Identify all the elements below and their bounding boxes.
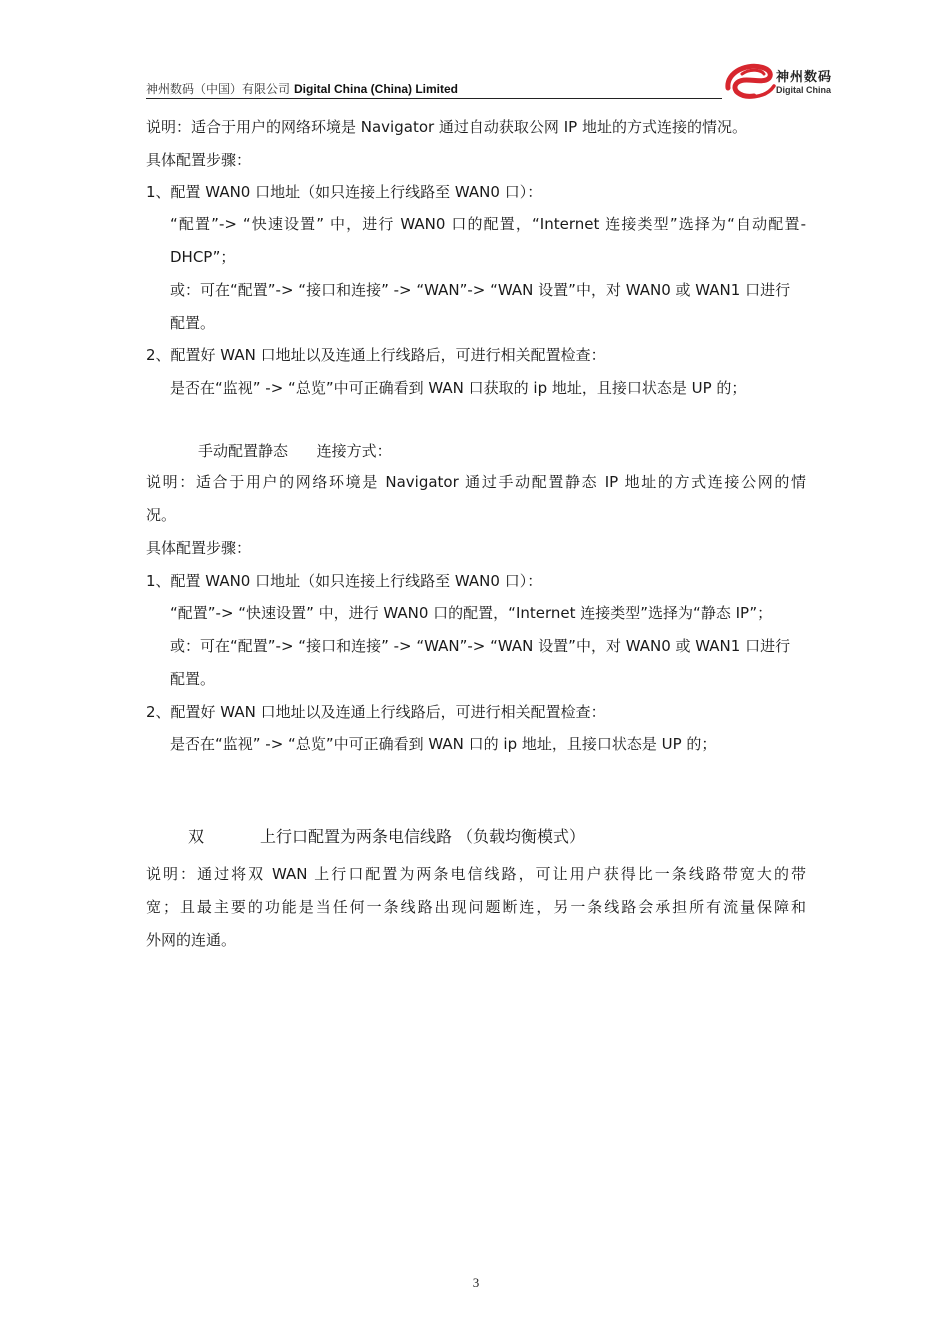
logo-swirl-icon (722, 58, 778, 104)
company-logo (722, 58, 842, 104)
section2-description-line2: 况。 (146, 506, 177, 524)
header-company (146, 80, 458, 97)
logo-text-en: Digital China (776, 85, 832, 95)
page-number: 3 (472, 1275, 480, 1290)
section3-heading: 双 上行口配置为两条电信线路 （负载均衡模式） (188, 827, 586, 846)
section2-step1-line2: 或：可在“配置”-> “接口和连接” -> “WAN”-> “WAN 设置”中，对 WAN0 或 WAN1 口进行 (170, 637, 791, 655)
section1-steps-title: 具体配置步骤： (146, 151, 252, 169)
header-rule (146, 98, 722, 99)
section1-step1-line3: 或：可在“配置”-> “接口和连接” -> “WAN”-> “WAN 设置”中，对 WAN0 或 WAN1 口进行 (170, 281, 791, 299)
section3-description-line1: 说明：通过将双 WAN 上行口配置为两条电信线路，可让用户获得比一条线路带宽大的带 (146, 865, 806, 883)
section1-step2: 2、配置好 WAN 口地址以及连通上行线路后，可进行相关配置检查： (146, 346, 606, 364)
section2-heading: 手动配置静态 连接方式： (198, 442, 392, 460)
section3-description-line3: 外网的连通。 (146, 931, 237, 949)
section1-step1-line4: 配置。 (170, 314, 216, 332)
section2-step1: 1、配置 WAN0 口地址（如只连接上行线路至 WAN0 口）： (146, 572, 543, 590)
section1-step1: 1、配置 WAN0 口地址（如只连接上行线路至 WAN0 口）： (146, 183, 543, 201)
section1-step1-line2: DHCP”； (170, 248, 236, 266)
section1-step1-line1: “配置”-> “快速设置” 中，进行 WAN0 口的配置，“Internet 连接类型”选择为“自动配置- (170, 215, 806, 233)
header-company-cn: 神州数码（中国）有限公司 (146, 82, 291, 96)
section2-step2-line1: 是否在“监视” -> “总览”中可正确看到 WAN 口的 ip 地址，且接口状态是 UP 的； (170, 735, 717, 753)
section1-description: 说明：适合于用户的网络环境是 Navigator 通过自动获取公网 IP 地址的方式连接的情况。 (146, 118, 747, 136)
section1-step2-line1: 是否在“监视” -> “总览”中可正确看到 WAN 口获取的 ip 地址，且接口状态是 UP 的； (170, 379, 747, 397)
section3-description-line2: 宽；且最主要的功能是当任何一条线路出现问题断连，另一条线路会承担所有流量保障和 (146, 898, 806, 916)
section2-step1-line3: 配置。 (170, 670, 216, 688)
section2-steps-title: 具体配置步骤： (146, 539, 252, 557)
logo-text-cn: 神州数码 (776, 70, 833, 85)
section2-step1-line1: “配置”-> “快速设置” 中，进行 WAN0 口的配置，“Internet 连接类型”选择为“静态 IP”； (170, 604, 773, 622)
section2-step2: 2、配置好 WAN 口地址以及连通上行线路后，可进行相关配置检查： (146, 703, 606, 721)
section2-description-line1: 说明：适合于用户的网络环境是 Navigator 通过手动配置静态 IP 地址的方式连接公网的情 (146, 473, 806, 491)
header-company-en: Digital China (China) Limited (294, 82, 459, 96)
